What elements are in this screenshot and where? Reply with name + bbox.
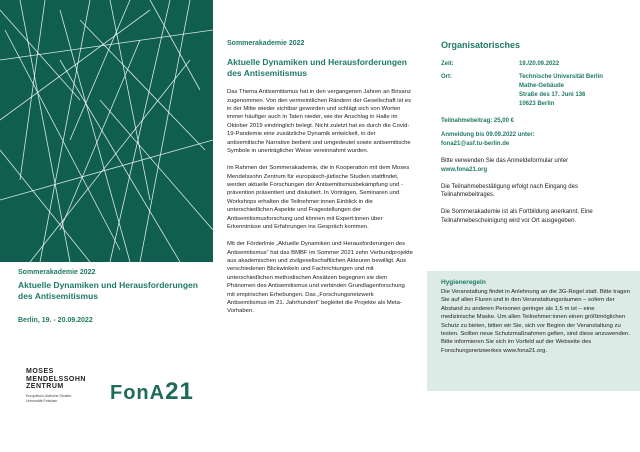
ort-line-2: Mathe-Gebäude (519, 83, 565, 89)
line-art-graphic (0, 0, 213, 262)
email-link[interactable]: fona21@asf.tu-berlin.de (441, 141, 510, 147)
cover-artwork (0, 0, 213, 262)
organisation-panel (427, 0, 640, 452)
ort-label: Ort: (441, 74, 452, 80)
cover-kicker: Sommerakademie 2022 (18, 269, 96, 276)
art-line (100, 100, 213, 230)
mmz-line-3: ZENTRUM (26, 383, 64, 391)
partner-logos (0, 340, 213, 452)
art-line (70, 0, 130, 140)
paragraph-3: Mit der Förderlinie „Aktuelle Dynamiken und Herausforderungen des Antisemitismus“ hat das BMBF im Sommer 2021 zehn Verbundprojekte aus akademischen und zivilgesellschaftlichen Akteuren bewilligt. Aus verschiedenen Blickwinkeln und Fachrichtungen und mit unterschiedlichen methodischen Ansätzen begegnen sie dem Phänomen des Antisemitismus und verbinden Grundlagenforschung mit empirischen Erhebungen. Das „Forschungsnetzwerk Antisemitismus im 21. Jahrhundert“ begleitet die Projekte als Meta-Vorhaben. (227, 241, 413, 315)
art-line (0, 10, 150, 120)
zeit-value: 19./20.09.2022 (519, 61, 560, 67)
art-line (110, 0, 150, 200)
fona-number: 21 (165, 378, 194, 405)
cover-panel (0, 0, 213, 452)
mmz-sub-1: Europäisch-Jüdische Studien (26, 394, 72, 399)
art-line (80, 20, 205, 150)
art-line (0, 10, 80, 100)
hygiene-box (427, 271, 640, 391)
fona21-logo (110, 378, 194, 406)
hygiene-title: Hygieneregeln (441, 279, 486, 286)
mmz-line-1: MOSES (26, 368, 54, 375)
paragraph-1: Das Thema Antisemitismus hat in den vergangenen Jahren an Brisanz zugenommen. Von den vermeintlichen Rändern der Gesellschaft ist es in der Mitte wieder sichtbar geworden und schlägt sich von Worten immer häufiger auch in Taten nieder, wie der Anschlag in Halle im Oktober 2019 eindringlich belegt. Nicht zuletzt hat es durch die Covid-19-Pandemie eine zusätzliche Dynamik entwickelt, in der antisemitische Narrative bedient und umgedeutet sowie antisemitische Symbole in unerträglicher Weise vereinnahmt wurden. (227, 89, 412, 154)
mid-title: Aktuelle Dynamiken und Herausforderungen des Antisemitismus (227, 57, 407, 78)
form-note: Bitte verwenden Sie das Anmeldeformular unter (441, 158, 569, 164)
zeit-label: Zeit: (441, 61, 454, 67)
mmz-sub-2: Universität Potsdam (26, 398, 58, 403)
website-link[interactable]: www.fona21.org (441, 166, 488, 173)
art-line (40, 0, 90, 262)
ort-line-1: Technische Universität Berlin (519, 74, 603, 80)
training-note: Die Sommerakademie ist als Fortbildung anerkannt. Eine Teilnahmebescheinigung wird vor Ort ausgegeben. (441, 209, 593, 224)
ort-address (519, 73, 603, 109)
cover-date: Berlin, 19. - 20.09.2022 (18, 317, 93, 324)
zeit-row (441, 60, 628, 69)
register-text: Anmeldung bis 09.09.2022 unter: (441, 132, 535, 138)
ort-line-3: Straße des 17. Juni 136 (519, 92, 586, 98)
art-line (60, 60, 180, 262)
confirm-note: Die Teilnahmebestätigung erfolgt nach Eingang des Teilnahmebeitrages. (441, 183, 578, 199)
paragraph-2: Im Rahmen der Sommerakademie, die in Kooperation mit dem Moses Mendelssohn Zentrum für europäisch-jüdische Studien stattfindet, werden aktuelle Forschungen der Antisemitismusbekämpfung und -prävention präsentiert und diskutiert. In Vorträgen, Seminaren und Workshops erhalten die Teilnehmer:innen Einblick in die unterschiedlichen Aspekte und Fragestellungen der Antisemitismusforschung und können mit Expert:innen über Erkenntnisse und Erfahrungen ins Gespräch kommen. (227, 165, 410, 230)
art-line (20, 0, 70, 262)
cover-info (0, 262, 213, 452)
hygiene-text: Die Veranstaltung findet in Anlehnung an die 3G-Regel statt. Bitte tragen Sie auf allen Fluren und in den Veranstaltungsräumen – sofern der Abstand zu anderen Personen geringer als 1,5 m ist – eine medizinische Maske. Um allen Teilnehmer:innen einen größtmöglichen Schutz zu bieten, bitten wir Sie, sich vor Beginn der Veranstaltung zu testen. Sollten neue Schutzmaßnahmen gelten, sind diese anzuwenden. Bitte informieren Sie sich im Vorfeld auf der Webseite des Forschungsnetzwerkes www.fona21.org. (441, 289, 630, 354)
mid-kicker: Sommerakademie 2022 (227, 40, 305, 47)
mmz-logo (26, 368, 86, 403)
art-line (110, 0, 170, 262)
ort-row (441, 73, 628, 109)
fee-text: Teilnahmebeitrag: 25,00 € (441, 118, 514, 124)
art-line (0, 140, 213, 200)
description-panel (213, 0, 427, 452)
mmz-line-2: MENDELSSOHN (26, 375, 86, 383)
org-title: Organisatorisches (441, 40, 521, 50)
fona-prefix: FonA (110, 382, 166, 404)
cover-title: Aktuelle Dynamiken und Herausforderungen des Antisemitismus (18, 280, 198, 301)
ort-line-4: 10623 Berlin (519, 101, 555, 107)
